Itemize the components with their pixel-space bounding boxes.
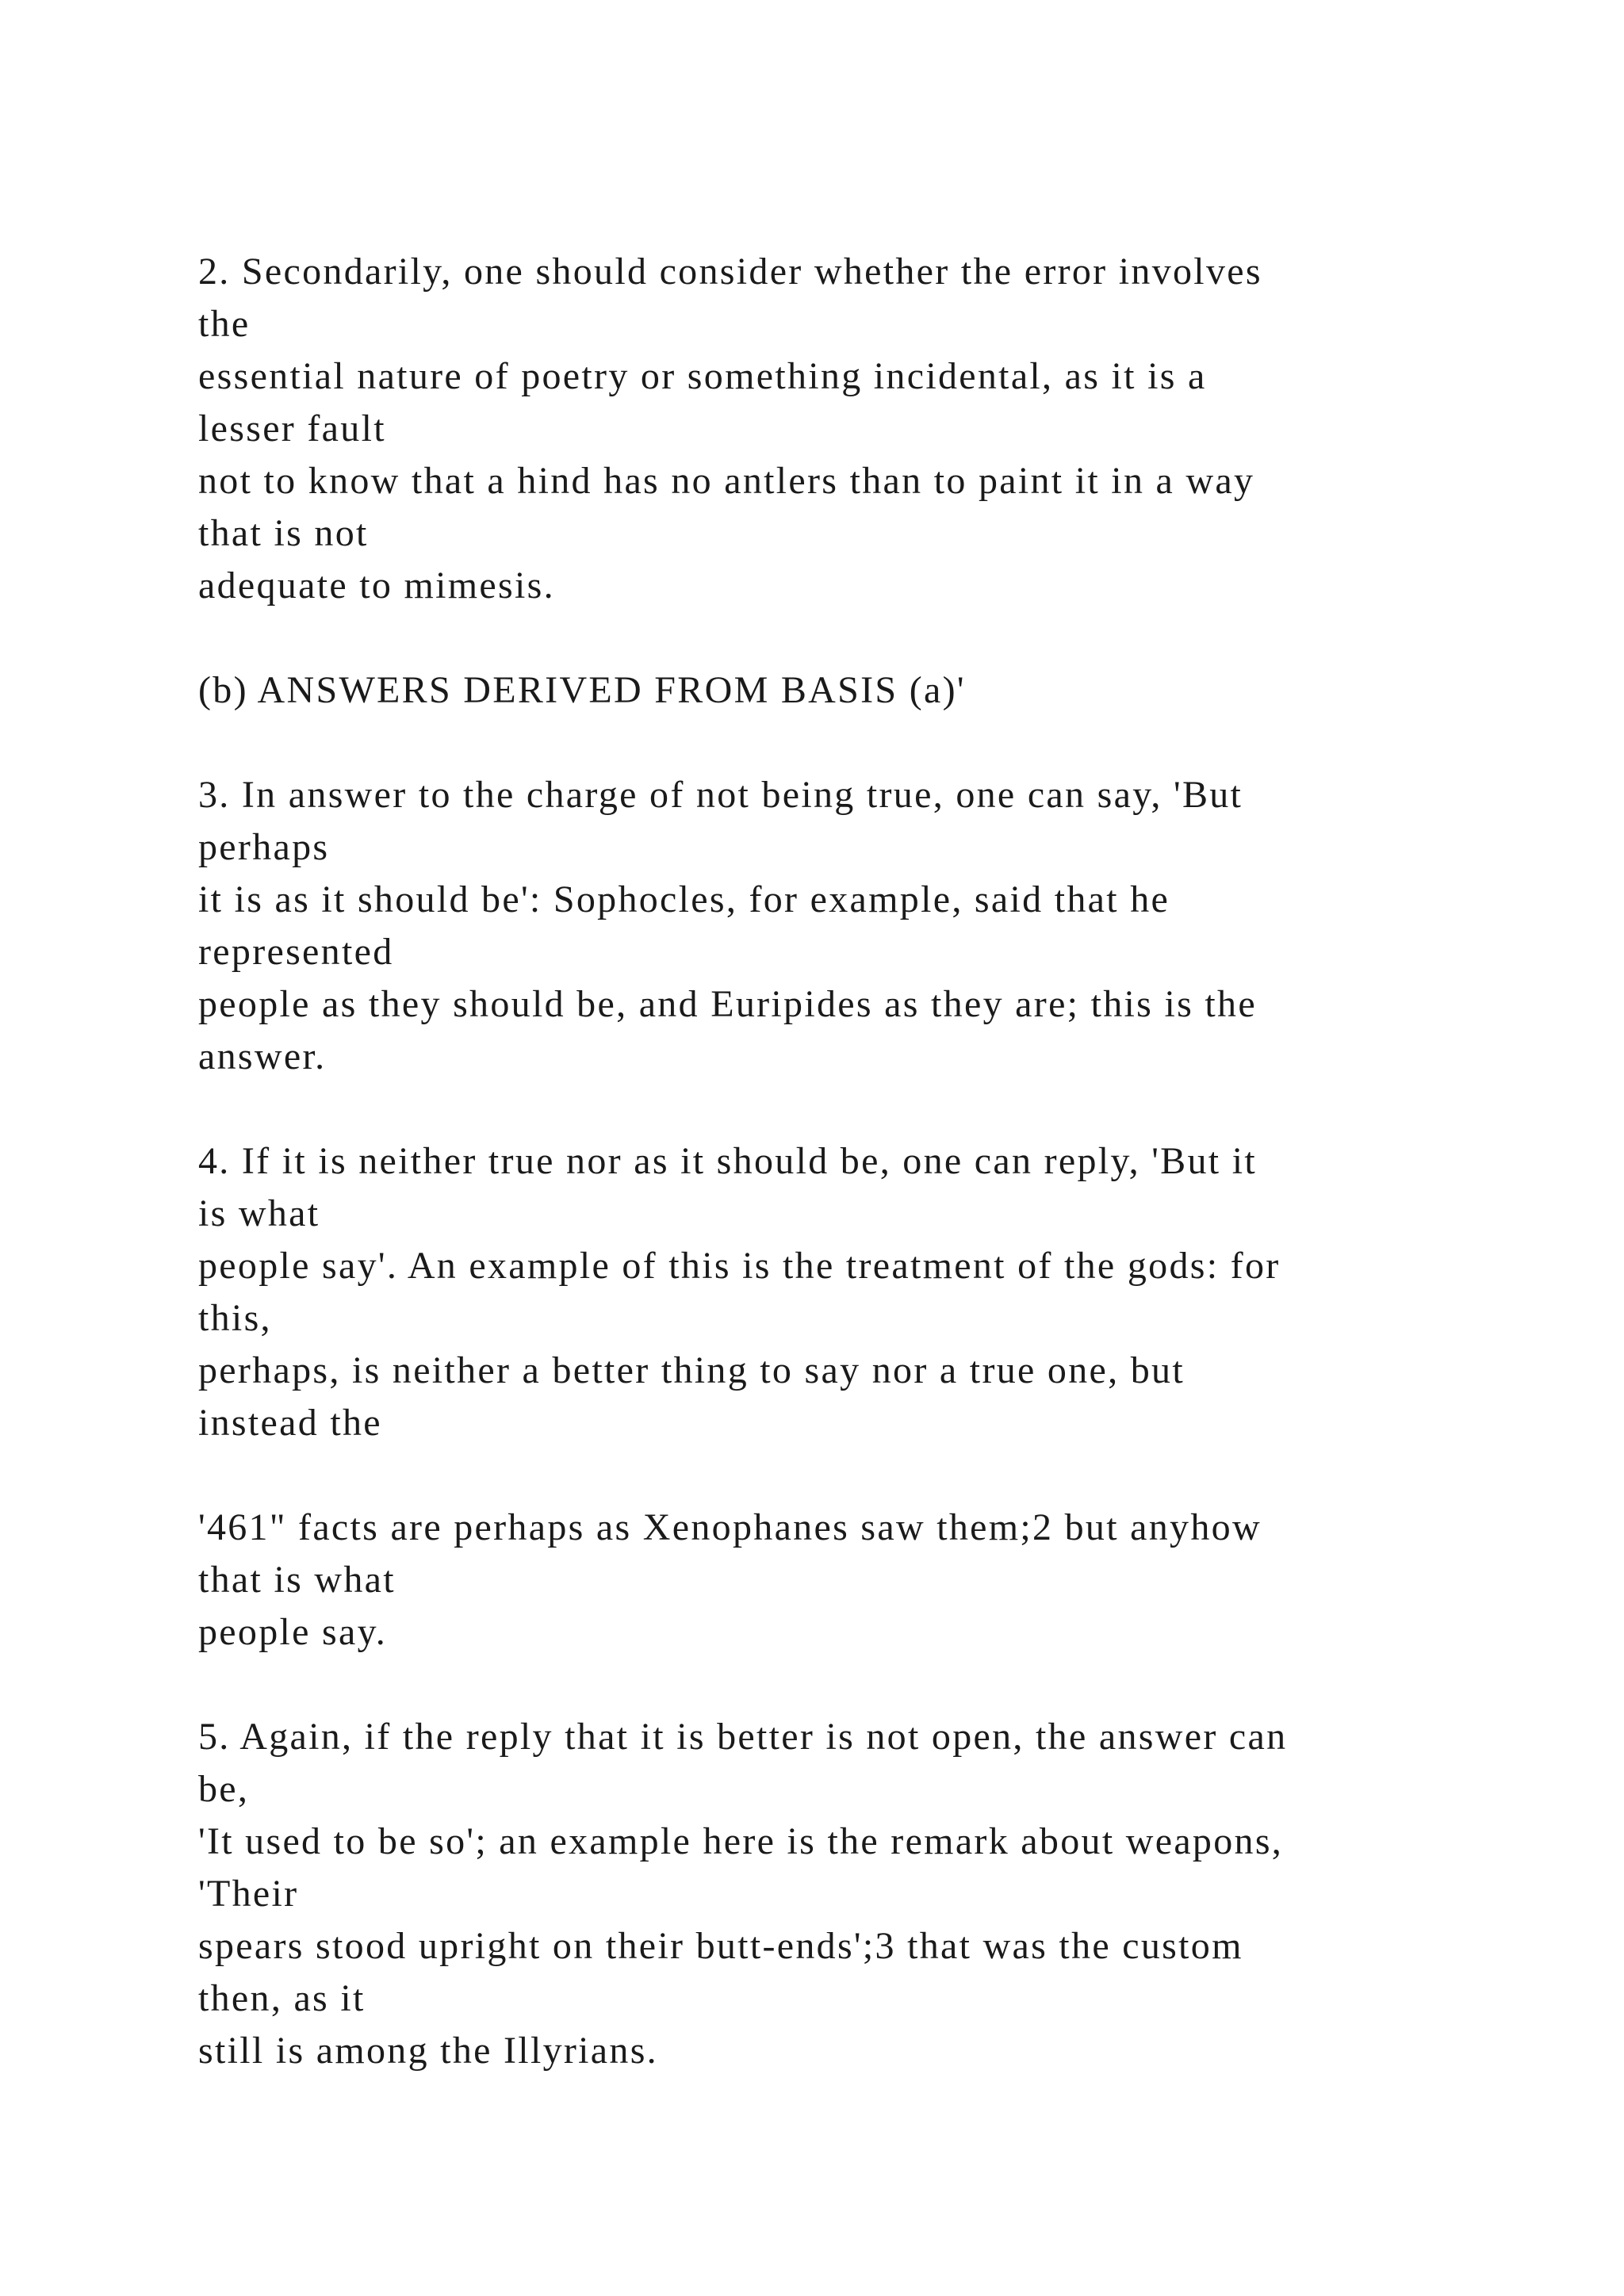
paragraph-3 xyxy=(198,769,1507,1083)
text-line: 5. Again, if the reply that it is better is not open, the answer can xyxy=(198,1716,1288,1758)
text-line: then, as it xyxy=(198,1977,366,2019)
text-line: not to know that a hind has no antlers than to paint it in a way xyxy=(198,460,1255,502)
text-line: 'It used to be so'; an example here is the remark about weapons, xyxy=(198,1820,1284,1862)
text-line: be, xyxy=(198,1768,250,1810)
text-line: it is as it should be': Sophocles, for example, said that he xyxy=(198,878,1170,920)
paragraph-gap xyxy=(198,717,1507,769)
text-line: represented xyxy=(198,931,394,973)
text-line: adequate to mimesis. xyxy=(198,564,555,607)
text-line: still is among the Illyrians. xyxy=(198,2030,658,2072)
text-line: instead the xyxy=(198,1402,382,1444)
document-body xyxy=(198,246,1507,2077)
text-line: spears stood upright on their butt-ends';3 that was the custom xyxy=(198,1925,1243,1967)
text-line: that is what xyxy=(198,1559,396,1601)
paragraph-2 xyxy=(198,246,1507,612)
paragraph-gap xyxy=(198,1083,1507,1135)
text-line: 2. Secondarily, one should consider whether the error involves xyxy=(198,251,1262,293)
text-line: '461" facts are perhaps as Xenophanes saw them;2 but anyhow xyxy=(198,1506,1262,1548)
section-heading-b xyxy=(198,664,1507,717)
text-line: 4. If it is neither true nor as it should be, one can reply, 'But it xyxy=(198,1140,1258,1182)
text-line: perhaps, is neither a better thing to say nor a true one, but xyxy=(198,1349,1185,1391)
text-line: the xyxy=(198,303,251,345)
text-line: people say. xyxy=(198,1611,388,1653)
paragraph-gap xyxy=(198,612,1507,664)
text-line: 3. In answer to the charge of not being true, one can say, 'But xyxy=(198,774,1243,816)
text-line: people as they should be, and Euripides as they are; this is the xyxy=(198,983,1257,1025)
text-line: perhaps xyxy=(198,826,330,868)
text-line: this, xyxy=(198,1297,272,1339)
paragraph-4-continued xyxy=(198,1502,1507,1659)
paragraph-gap xyxy=(198,1449,1507,1502)
paragraph-gap xyxy=(198,1659,1507,1711)
text-line: 'Their xyxy=(198,1873,299,1915)
section-heading: (b) ANSWERS DERIVED FROM BASIS (a)' xyxy=(198,669,966,711)
text-line: essential nature of poetry or something incidental, as it is a xyxy=(198,355,1207,397)
text-line: people say'. An example of this is the treatment of the gods: for xyxy=(198,1245,1281,1287)
text-line: answer. xyxy=(198,1035,327,1077)
paragraph-5 xyxy=(198,1711,1507,2077)
paragraph-4 xyxy=(198,1135,1507,1449)
text-line: that is not xyxy=(198,512,369,554)
text-line: is what xyxy=(198,1192,320,1234)
text-line: lesser fault xyxy=(198,408,386,450)
